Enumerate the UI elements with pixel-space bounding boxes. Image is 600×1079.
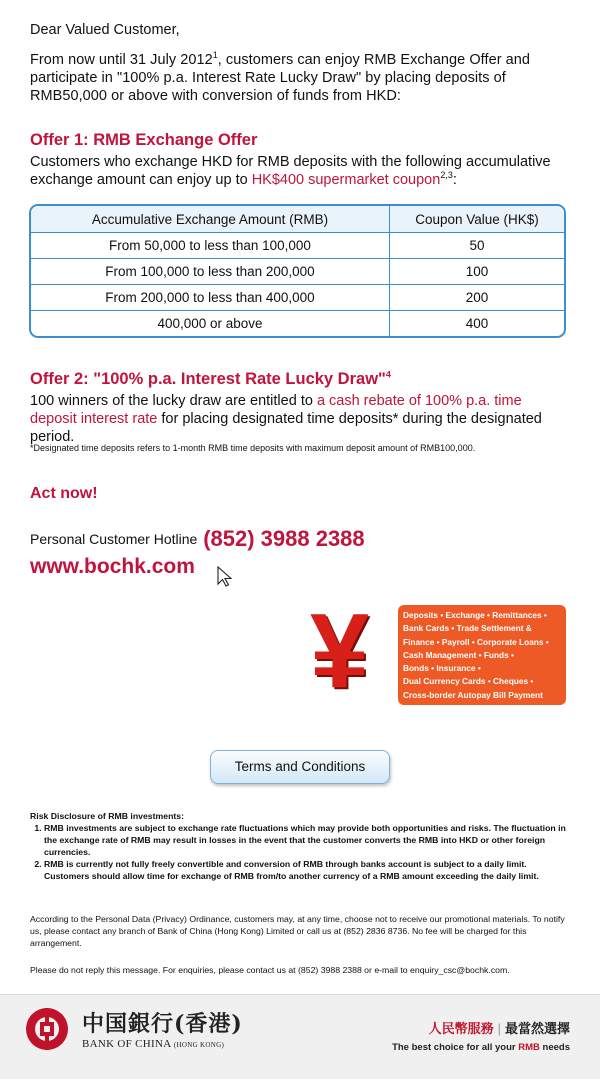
offer1-description <box>30 153 570 189</box>
slogan-en-rmb: RMB <box>518 1042 540 1053</box>
slogan-cn-red: 人民幣服務 <box>428 1021 494 1036</box>
footnote-designated-deposits: *Designated time deposits refers to 1-month RMB time deposits with maximum deposit amount of RMB100,000. <box>30 443 476 453</box>
exchange-amount-cell: 400,000 or above <box>31 310 390 336</box>
slogan-english <box>392 1042 570 1053</box>
privacy-notice: According to the Personal Data (Privacy) Ordinance, customers may, at any time, choose not to receive our promotional materials. To notify us, please contact any branch of Bank of China (Hong Kong) Limited or call us at (852) 2836 8736. No fee will be charged for this arrangement. <box>30 914 565 948</box>
website-link[interactable]: www.bochk.com <box>30 555 195 578</box>
offer1-footnote-ref: 2,3 <box>440 170 453 181</box>
service-line: Deposits • Exchange • Remittances • <box>403 610 547 620</box>
offer1-text: Customers who exchange HKD for RMB deposits with the following accumulative exchange amount can enjoy up to <box>30 154 551 188</box>
header-exchange-amount: Accumulative Exchange Amount (RMB) <box>31 206 390 232</box>
hotline <box>30 526 365 552</box>
table-row <box>31 232 564 258</box>
table-header-row <box>31 206 564 232</box>
services-list <box>398 605 566 705</box>
offer2-text-end: for placing designated time deposits* during the designated period. <box>30 411 542 445</box>
service-line: Cash Management • Funds • <box>403 649 514 660</box>
offer1-title: Offer 1: RMB Exchange Offer <box>30 131 258 149</box>
slogan-en-end: needs <box>539 1042 570 1053</box>
footer <box>0 994 600 1079</box>
intro-text-2: , customers can enjoy RMB Exchange Offer and participate in "100% p.a. Interest Rate Lucky Draw" by placing deposits of RMB50,000 or above with conversion of funds from HKD: <box>30 52 530 104</box>
act-now-heading: Act now! <box>30 485 98 502</box>
coupon-value-cell: 200 <box>390 284 564 310</box>
table-row <box>31 310 564 336</box>
logo-english-subtext: (HONG KONG) <box>173 1041 225 1049</box>
risk-disclosure <box>30 810 570 882</box>
intro-text-1: From now until 31 July 2012 <box>30 52 213 68</box>
offer2-footnote-ref: 4 <box>385 369 391 380</box>
no-reply-notice: Please do not reply this message. For enquiries, please contact us at (852) 3988 2388 or e-mail to enquiry_csc@bochk.com. <box>30 965 510 975</box>
offer2-highlight: a cash rebate of 100% p.a. time deposit interest rate <box>30 393 522 427</box>
offer2-description <box>30 392 570 446</box>
services-banner <box>310 592 566 710</box>
bank-of-china-logo-icon <box>26 1008 68 1050</box>
slogan-en-text: The best choice for all your <box>392 1042 519 1053</box>
table-row <box>31 284 564 310</box>
slogan-chinese: 人民幣服務 | 最當然選擇 <box>428 1021 570 1036</box>
logo-english-name <box>82 1038 224 1050</box>
intro-footnote-ref: 1 <box>212 50 218 61</box>
exchange-amount-cell: From 100,000 to less than 200,000 <box>31 258 390 284</box>
risk-item: 1. RMB investments are subject to exchange rate fluctuations which may provide both opportunities and risks. The fluctuation in the exchange rate of RMB may result in losses in the event that the customer converts the RMB into HKD or other foreign currencies. <box>44 822 570 858</box>
terms-and-conditions-button[interactable]: Terms and Conditions <box>210 750 390 784</box>
intro-paragraph <box>30 51 570 105</box>
exchange-amount-cell: From 50,000 to less than 100,000 <box>31 232 390 258</box>
service-line: Cross-border Autopay Bill Payment <box>403 689 543 700</box>
table-row <box>31 258 564 284</box>
coupon-value-cell: 100 <box>390 258 564 284</box>
risk-title: Risk Disclosure of RMB investments: <box>30 811 184 821</box>
service-line: Bonds • Insurance • <box>403 663 481 674</box>
coupon-value-cell: 400 <box>390 310 564 336</box>
offer1-highlight: HK$400 supermarket coupon <box>251 172 441 188</box>
logo-chinese-name: 中国銀行(香港) <box>82 1011 243 1037</box>
slogan-cn-black: 最當然選擇 <box>504 1021 570 1036</box>
offer2-text: 100 winners of the lucky draw are entitled to <box>30 393 317 409</box>
hotline-label: Personal Customer Hotline <box>30 531 198 547</box>
logo-english-text: BANK OF CHINA <box>82 1038 171 1050</box>
offer2-title <box>30 370 391 389</box>
hotline-number[interactable]: (852) 3988 2388 <box>203 526 365 551</box>
header-coupon-value: Coupon Value (HK$) <box>390 206 564 232</box>
coupon-table <box>29 204 566 338</box>
pointer-cursor-icon <box>216 566 238 588</box>
offer2-title-text: Offer 2: "100% p.a. Interest Rate Lucky Draw" <box>30 370 386 388</box>
exchange-amount-cell: From 200,000 to less than 400,000 <box>31 284 390 310</box>
greeting: Dear Valued Customer, <box>30 22 180 38</box>
service-line: Dual Currency Cards • Cheques • <box>403 676 534 687</box>
coupon-value-cell: 50 <box>390 232 564 258</box>
service-line: Bank Cards • Trade Settlement & <box>403 623 532 634</box>
service-line: Finance • Payroll • Corporate Loans • <box>403 636 549 647</box>
risk-item: 2. RMB is currently not fully freely convertible and conversion of RMB through banks account is subject to a daily limit. Customers should allow time for exchange of RMB from/to another currency of a RMB amount exceeding the daily limit. <box>44 858 570 882</box>
yen-symbol-icon: ¥ <box>310 592 369 710</box>
offer1-text-end: : <box>452 172 457 188</box>
